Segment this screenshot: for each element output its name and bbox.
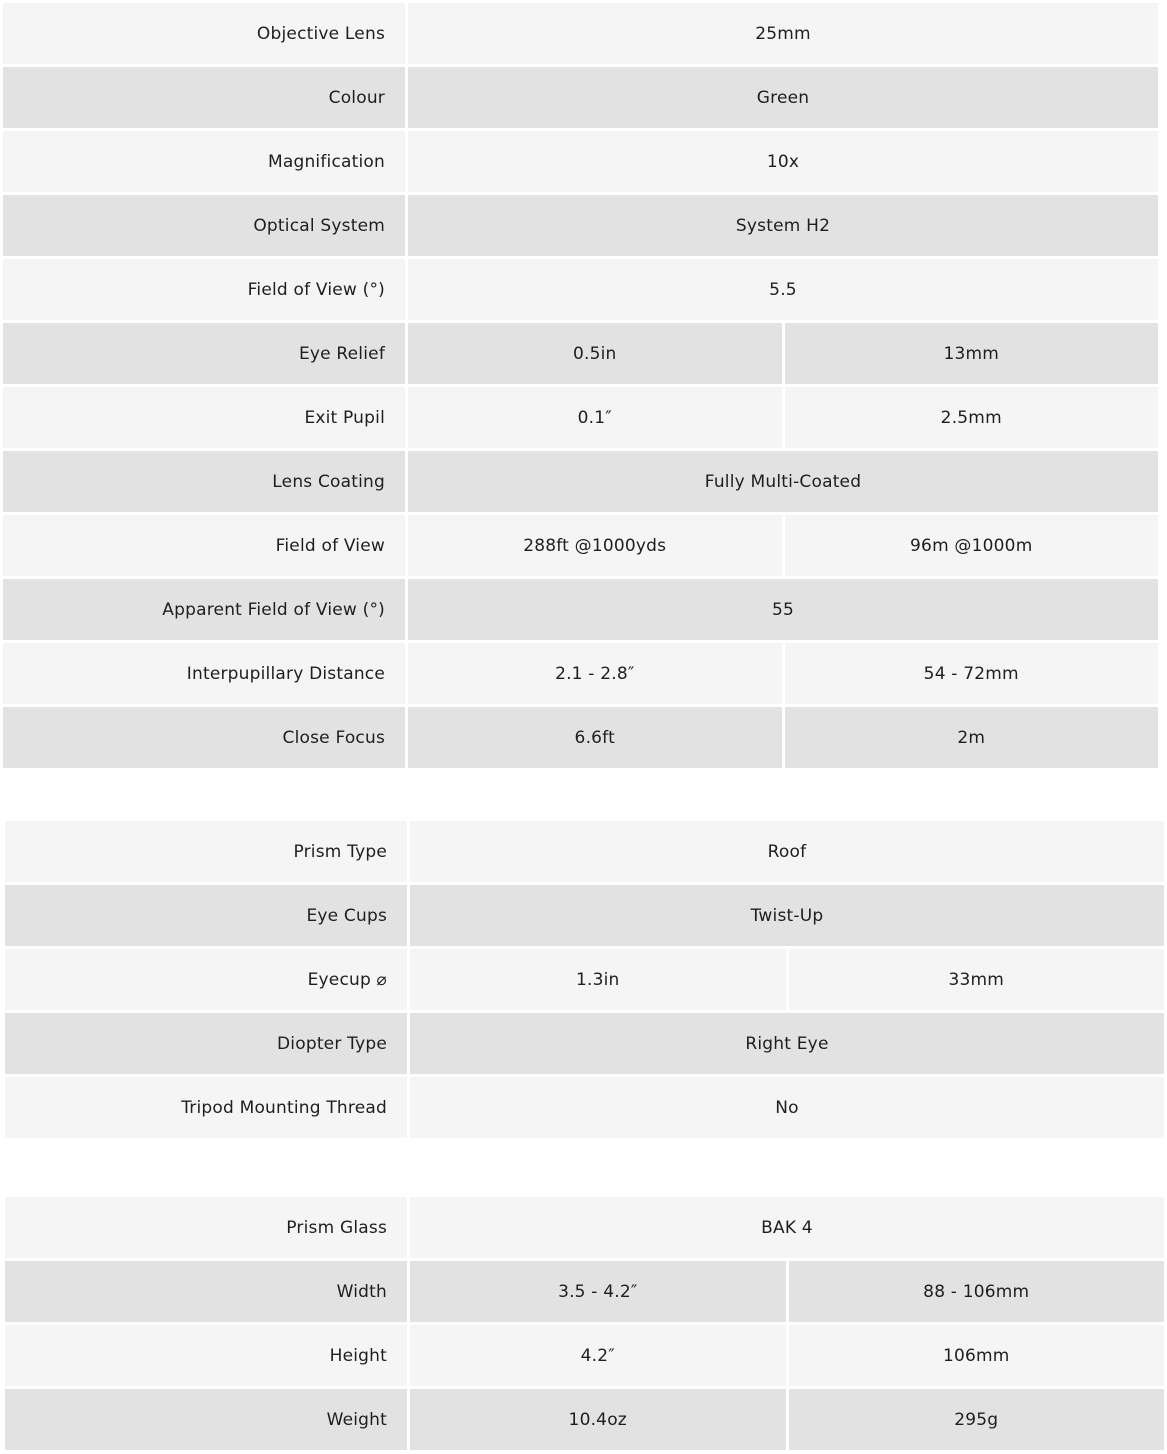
spec-label: Colour (3, 67, 405, 128)
spec-row (3, 3, 1158, 64)
spec-row (5, 885, 1164, 946)
spec-label: Prism Glass (5, 1197, 407, 1258)
spec-row (5, 1013, 1164, 1074)
spec-value: 10x (408, 131, 1158, 192)
spec-value: 5.5 (408, 259, 1158, 320)
spec-row (5, 821, 1164, 882)
spec-label: Eyecup ⌀ (5, 949, 407, 1010)
spec-row (5, 1389, 1164, 1450)
spec-value-imperial: 288ft @1000yds (408, 515, 782, 576)
spec-value-metric: 295g (789, 1389, 1165, 1450)
spec-value-metric: 13mm (785, 323, 1159, 384)
spec-row (3, 451, 1158, 512)
spec-value-imperial: 4.2″ (410, 1325, 786, 1386)
spec-value-metric: 33mm (789, 949, 1165, 1010)
spec-value: Green (408, 67, 1158, 128)
spec-row (3, 131, 1158, 192)
spec-row (5, 1261, 1164, 1322)
spec-row (3, 387, 1158, 448)
spec-row (5, 1197, 1164, 1258)
spec-value: BAK 4 (410, 1197, 1164, 1258)
spec-label: Diopter Type (5, 1013, 407, 1074)
spec-value: Fully Multi-Coated (408, 451, 1158, 512)
spec-row (3, 67, 1158, 128)
spec-label: Interpupillary Distance (3, 643, 405, 704)
spec-value-metric: 2m (785, 707, 1159, 768)
spec-label: Apparent Field of View (°) (3, 579, 405, 640)
spec-row (3, 259, 1158, 320)
spec-value-imperial: 0.1″ (408, 387, 782, 448)
spec-label: Eye Cups (5, 885, 407, 946)
spec-value-metric: 2.5mm (785, 387, 1159, 448)
spec-value: 55 (408, 579, 1158, 640)
spec-value: Right Eye (410, 1013, 1164, 1074)
spec-value-imperial: 6.6ft (408, 707, 782, 768)
spec-row (5, 1325, 1164, 1386)
spec-label: Height (5, 1325, 407, 1386)
spec-label: Weight (5, 1389, 407, 1450)
spec-label: Lens Coating (3, 451, 405, 512)
spec-value-imperial: 1.3in (410, 949, 786, 1010)
spec-value-metric: 54 - 72mm (785, 643, 1159, 704)
spec-value-imperial: 3.5 - 4.2″ (410, 1261, 786, 1322)
spec-label: Width (5, 1261, 407, 1322)
spec-label: Exit Pupil (3, 387, 405, 448)
spec-value: Twist-Up (410, 885, 1164, 946)
spec-value-metric: 106mm (789, 1325, 1165, 1386)
spec-row (3, 323, 1158, 384)
spec-label: Tripod Mounting Thread (5, 1077, 407, 1138)
spec-row (3, 579, 1158, 640)
spec-label: Close Focus (3, 707, 405, 768)
spec-row (5, 949, 1164, 1010)
spec-row (3, 195, 1158, 256)
spec-label: Field of View (°) (3, 259, 405, 320)
spec-value: No (410, 1077, 1164, 1138)
spec-label: Magnification (3, 131, 405, 192)
spec-value: System H2 (408, 195, 1158, 256)
spec-row (3, 515, 1158, 576)
spec-label: Field of View (3, 515, 405, 576)
spec-row (5, 1077, 1164, 1138)
spec-value: 25mm (408, 3, 1158, 64)
spec-label: Objective Lens (3, 3, 405, 64)
spec-value-imperial: 2.1 - 2.8″ (408, 643, 782, 704)
spec-value: Roof (410, 821, 1164, 882)
spec-value-imperial: 0.5in (408, 323, 782, 384)
spec-value-imperial: 10.4oz (410, 1389, 786, 1450)
spec-row (3, 643, 1158, 704)
spec-table-build (2, 818, 1167, 1141)
spec-value-metric: 96m @1000m (785, 515, 1159, 576)
spec-value-metric: 88 - 106mm (789, 1261, 1165, 1322)
spec-table-dimensions (2, 1194, 1167, 1453)
spec-label: Eye Relief (3, 323, 405, 384)
spec-row (3, 707, 1158, 768)
spec-label: Optical System (3, 195, 405, 256)
spec-label: Prism Type (5, 821, 407, 882)
